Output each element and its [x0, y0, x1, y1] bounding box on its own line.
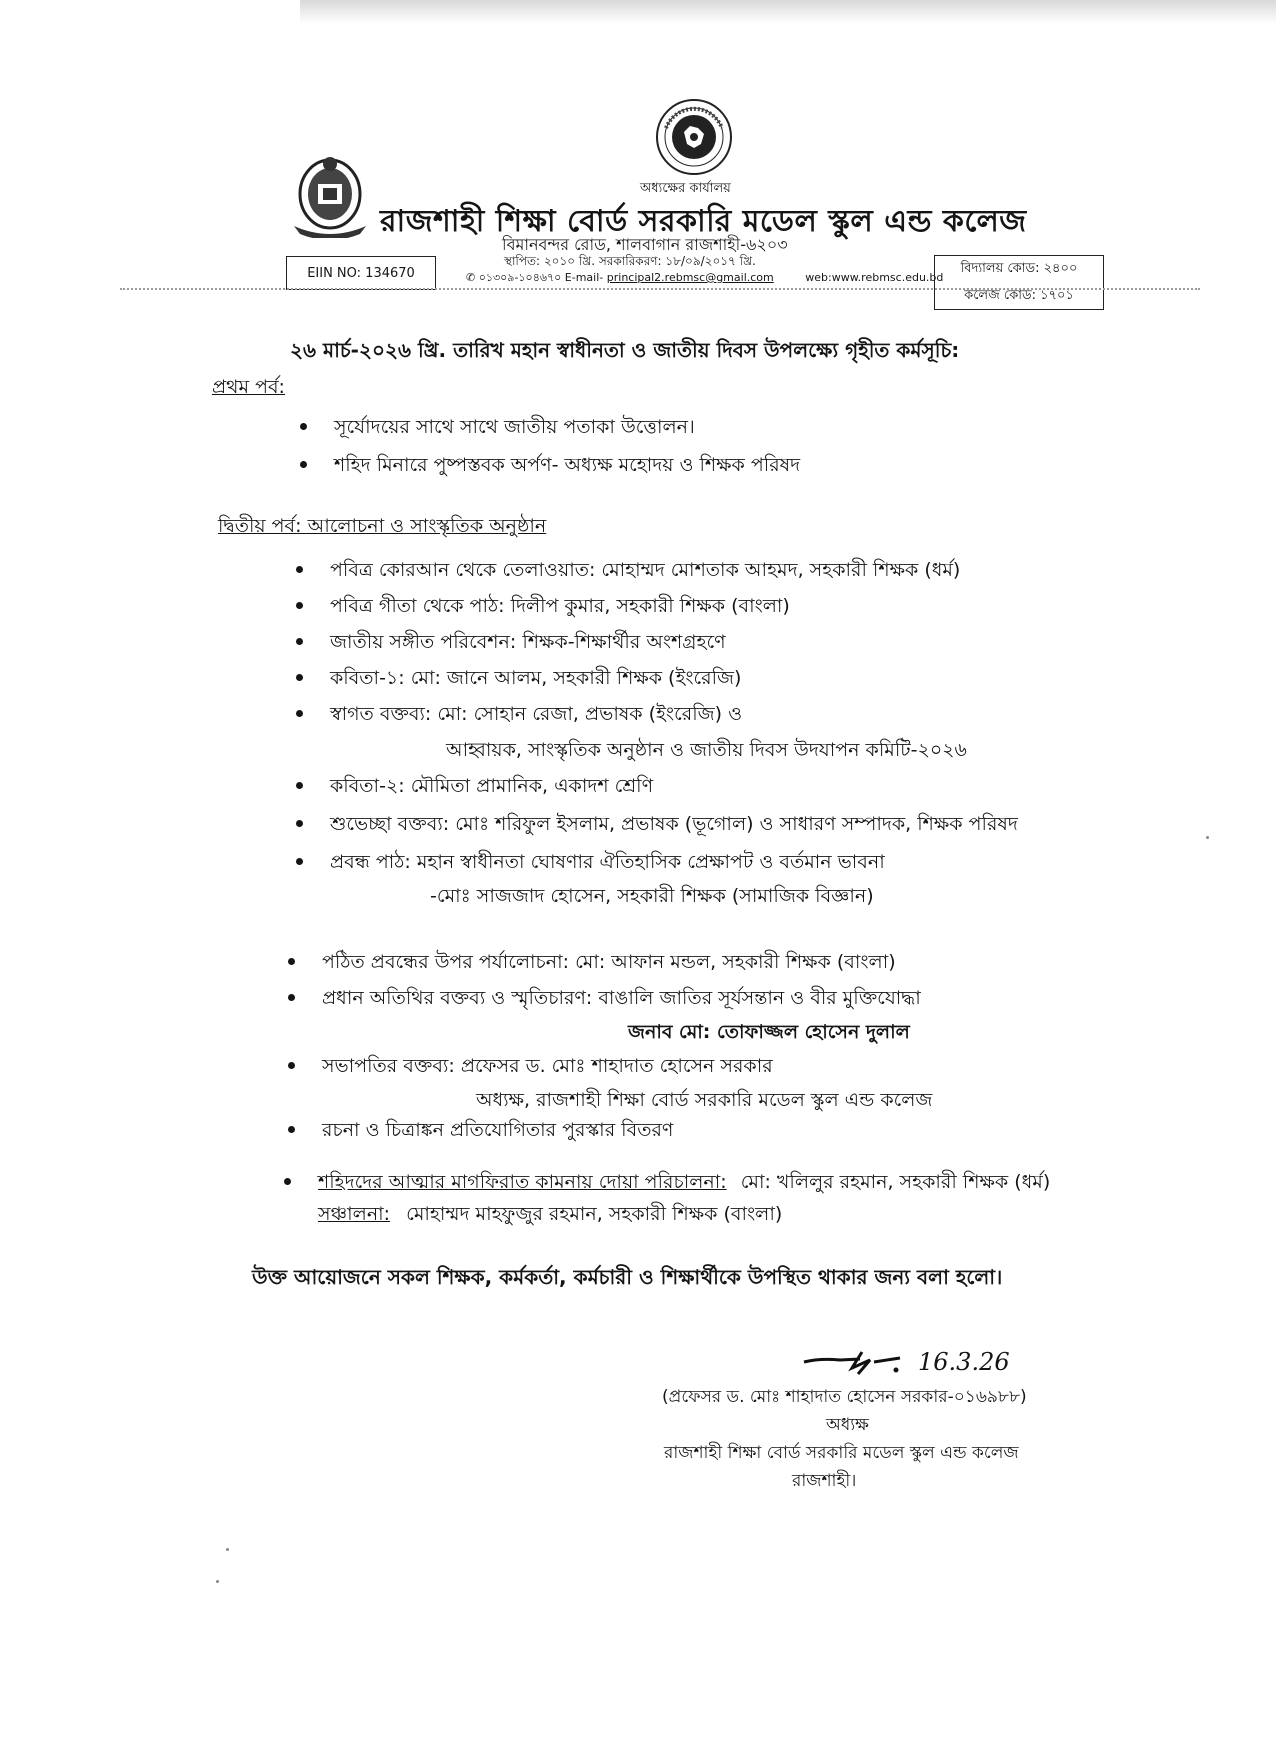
address: বিমানবন্দর রোড, শালবাগান রাজশাহী-৬২০৩ [502, 235, 788, 254]
scan-speck [1206, 836, 1209, 839]
bullet-icon [296, 710, 303, 717]
list-item: রচনা ও চিত্রাঙ্কন প্রতিযোগিতার পুরস্কার বিতরণ [322, 1116, 673, 1148]
attendance-notice: উক্ত আয়োজনে সকল শিক্ষক, কর্মকর্তা, কর্মচারী ও শিক্ষার্থীকে উপস্থিত থাকার জন্য বলা হলো। [252, 1265, 1003, 1289]
list-item: প্রধান অতিথির বক্তব্য ও স্মৃতিচারণ: বাঙালি জাতির সূর্যসন্তান ও বীর মুক্তিযোদ্ধা [322, 984, 921, 1016]
list-item: সভাপতির বক্তব্য: প্রফেসর ড. মোঃ শাহাদাত হোসেন সরকার [322, 1052, 773, 1084]
eiin-box [286, 256, 436, 290]
header-divider [120, 288, 1200, 290]
bullet-icon [288, 958, 295, 965]
bullet-icon [296, 782, 303, 789]
website-link[interactable]: web:www.rebmsc.edu.bd [805, 271, 944, 284]
list-item: সূর্যোদয়ের সাথে সাথে জাতীয় পতাকা উত্তোলন। [334, 413, 695, 445]
eiin-number: EIIN NO: 134670 [307, 265, 415, 281]
signatory-institution: রাজশাহী শিক্ষা বোর্ড সরকারি মডেল স্কুল এন্ড কলেজ [664, 1443, 1019, 1463]
bullet-icon [296, 566, 303, 573]
office-label: অধ্যক্ষের কার্যালয় [640, 181, 731, 196]
government-emblem-icon [654, 98, 734, 176]
host-label: সঞ্চালনা: [318, 1203, 391, 1225]
college-code: কলেজ কোড: ১৭০১ [964, 287, 1074, 303]
host-item [318, 1200, 782, 1232]
contact-line [466, 269, 943, 288]
bullet-icon [288, 1126, 295, 1133]
codes-box [934, 255, 1104, 310]
list-item-continuation: -মোঃ সাজজাদ হোসেন, সহকারী শিক্ষক (সামাজিক বিজ্ঞান) [430, 885, 874, 907]
signature-block [640, 1340, 1100, 1500]
list-item: প্রবন্ধ পাঠ: মহান স্বাধীনতা ঘোষণার ঐতিহাসিক প্রেক্ষাপট ও বর্তমান ভাবনা [330, 848, 885, 880]
bullet-icon [296, 638, 303, 645]
bullet-icon [284, 1178, 291, 1185]
institution-name: রাজশাহী শিক্ষা বোর্ড সরকারি মডেল স্কুল এন্ড কলেজ [380, 204, 1027, 239]
list-item: পঠিত প্রবন্ধের উপর পর্যালোচনা: মো: আফান মন্ডল, সহকারী শিক্ষক (বাংলা) [322, 948, 896, 980]
bullet-icon [296, 820, 303, 827]
bullet-icon [296, 602, 303, 609]
scan-edge-shadow [300, 0, 1276, 24]
list-item: শহিদ মিনারে পুষ্পস্তবক অর্পণ- অধ্যক্ষ মহোদয় ও শিক্ষক পরিষদ [334, 451, 800, 483]
list-item: স্বাগত বক্তব্য: মো: সোহান রেজা, প্রভাষক (ইংরেজি) ও [330, 700, 742, 732]
list-item-continuation: জনাব মো: তোফাজ্জল হোসেন দুলাল [628, 1021, 910, 1043]
bullet-icon [296, 858, 303, 865]
list-item: জাতীয় সঙ্গীত পরিবেশন: শিক্ষক-শিক্ষার্থীর অংশগ্রহণে [330, 628, 726, 660]
list-item-continuation: আহ্বায়ক, সাংস্কৃতিক অনুষ্ঠান ও জাতীয় দিবস উদযাপন কমিটি-২০২৬ [446, 739, 967, 761]
signatory-designation: অধ্যক্ষ [826, 1415, 869, 1435]
list-item: পবিত্র গীতা থেকে পাঠ: দিলীপ কুমার, সহকারী শিক্ষক (বাংলা) [330, 592, 790, 624]
institution-crest-icon [290, 150, 370, 238]
school-code: বিদ্যালয় কোড: ২৪০০ [960, 260, 1078, 276]
part2-heading: দ্বিতীয় পর্ব: আলোচনা ও সাংস্কৃতিক অনুষ্ঠান [218, 515, 547, 537]
list-item: কবিতা-১: মো: জানে আলম, সহকারী শিক্ষক (ইংরেজি) [330, 664, 741, 696]
list-item: কবিতা-২: মৌমিতা প্রামানিক, একাদশ শ্রেণি [330, 772, 653, 804]
document-title: ২৬ মার্চ-২০২৬ খ্রি. তারিখ মহান স্বাধীনতা ও জাতীয় দিবস উপলক্ষ্যে গৃহীত কর্মসূচি: [290, 338, 960, 362]
list-item: পবিত্র কোরআন থেকে তেলাওয়াত: মোহাম্মদ মোশতাক আহমদ, সহকারী শিক্ষক (ধর্ম) [330, 556, 960, 588]
list-item-continuation: অধ্যক্ষ, রাজশাহী শিক্ষা বোর্ড সরকারি মডেল স্কুল এন্ড কলেজ [476, 1089, 933, 1111]
prayer-item [318, 1168, 1050, 1200]
prayer-label: শহিদদের আত্মার মাগফিরাত কামনায় দোয়া পরিচালনা: [318, 1171, 727, 1193]
bullet-icon [288, 994, 295, 1001]
signature-icon [800, 1340, 910, 1380]
bullet-icon [288, 1062, 295, 1069]
scan-speck [216, 1580, 219, 1583]
scan-speck [226, 1548, 229, 1551]
bullet-icon [300, 423, 307, 430]
established-date: স্থাপিত: ২০১০ খ্রি. সরকারিকরণ: ১৮/০৯/২০১৭ খ্রি. [504, 254, 756, 268]
email-link[interactable]: principal2.rebmsc@gmail.com [606, 271, 774, 284]
signature-date: 16.3.26 [918, 1348, 1010, 1376]
signatory-name: (প্রফেসর ড. মোঃ শাহাদাত হোসেন সরকার-০১৬৯৮৮) [662, 1387, 1027, 1407]
bullet-icon [296, 674, 303, 681]
signatory-city: রাজশাহী। [792, 1471, 857, 1491]
prayer-leader: মো: খলিলুর রহমান, সহকারী শিক্ষক (ধর্ম) [740, 1171, 1051, 1193]
phone-number: ✆ ০১৩০৯-১০৪৬৭০ E-mail- [466, 271, 604, 284]
part1-heading: প্রথম পর্ব: [212, 376, 285, 398]
list-item: শুভেচ্ছা বক্তব্য: মোঃ শরিফুল ইসলাম, প্রভাষক (ভূগোল) ও সাধারণ সম্পাদক, শিক্ষক পরিষদ [330, 810, 1018, 842]
bullet-icon [300, 461, 307, 468]
host-name: মোহাম্মদ মাহফুজুর রহমান, সহকারী শিক্ষক (বাংলা) [406, 1203, 783, 1225]
